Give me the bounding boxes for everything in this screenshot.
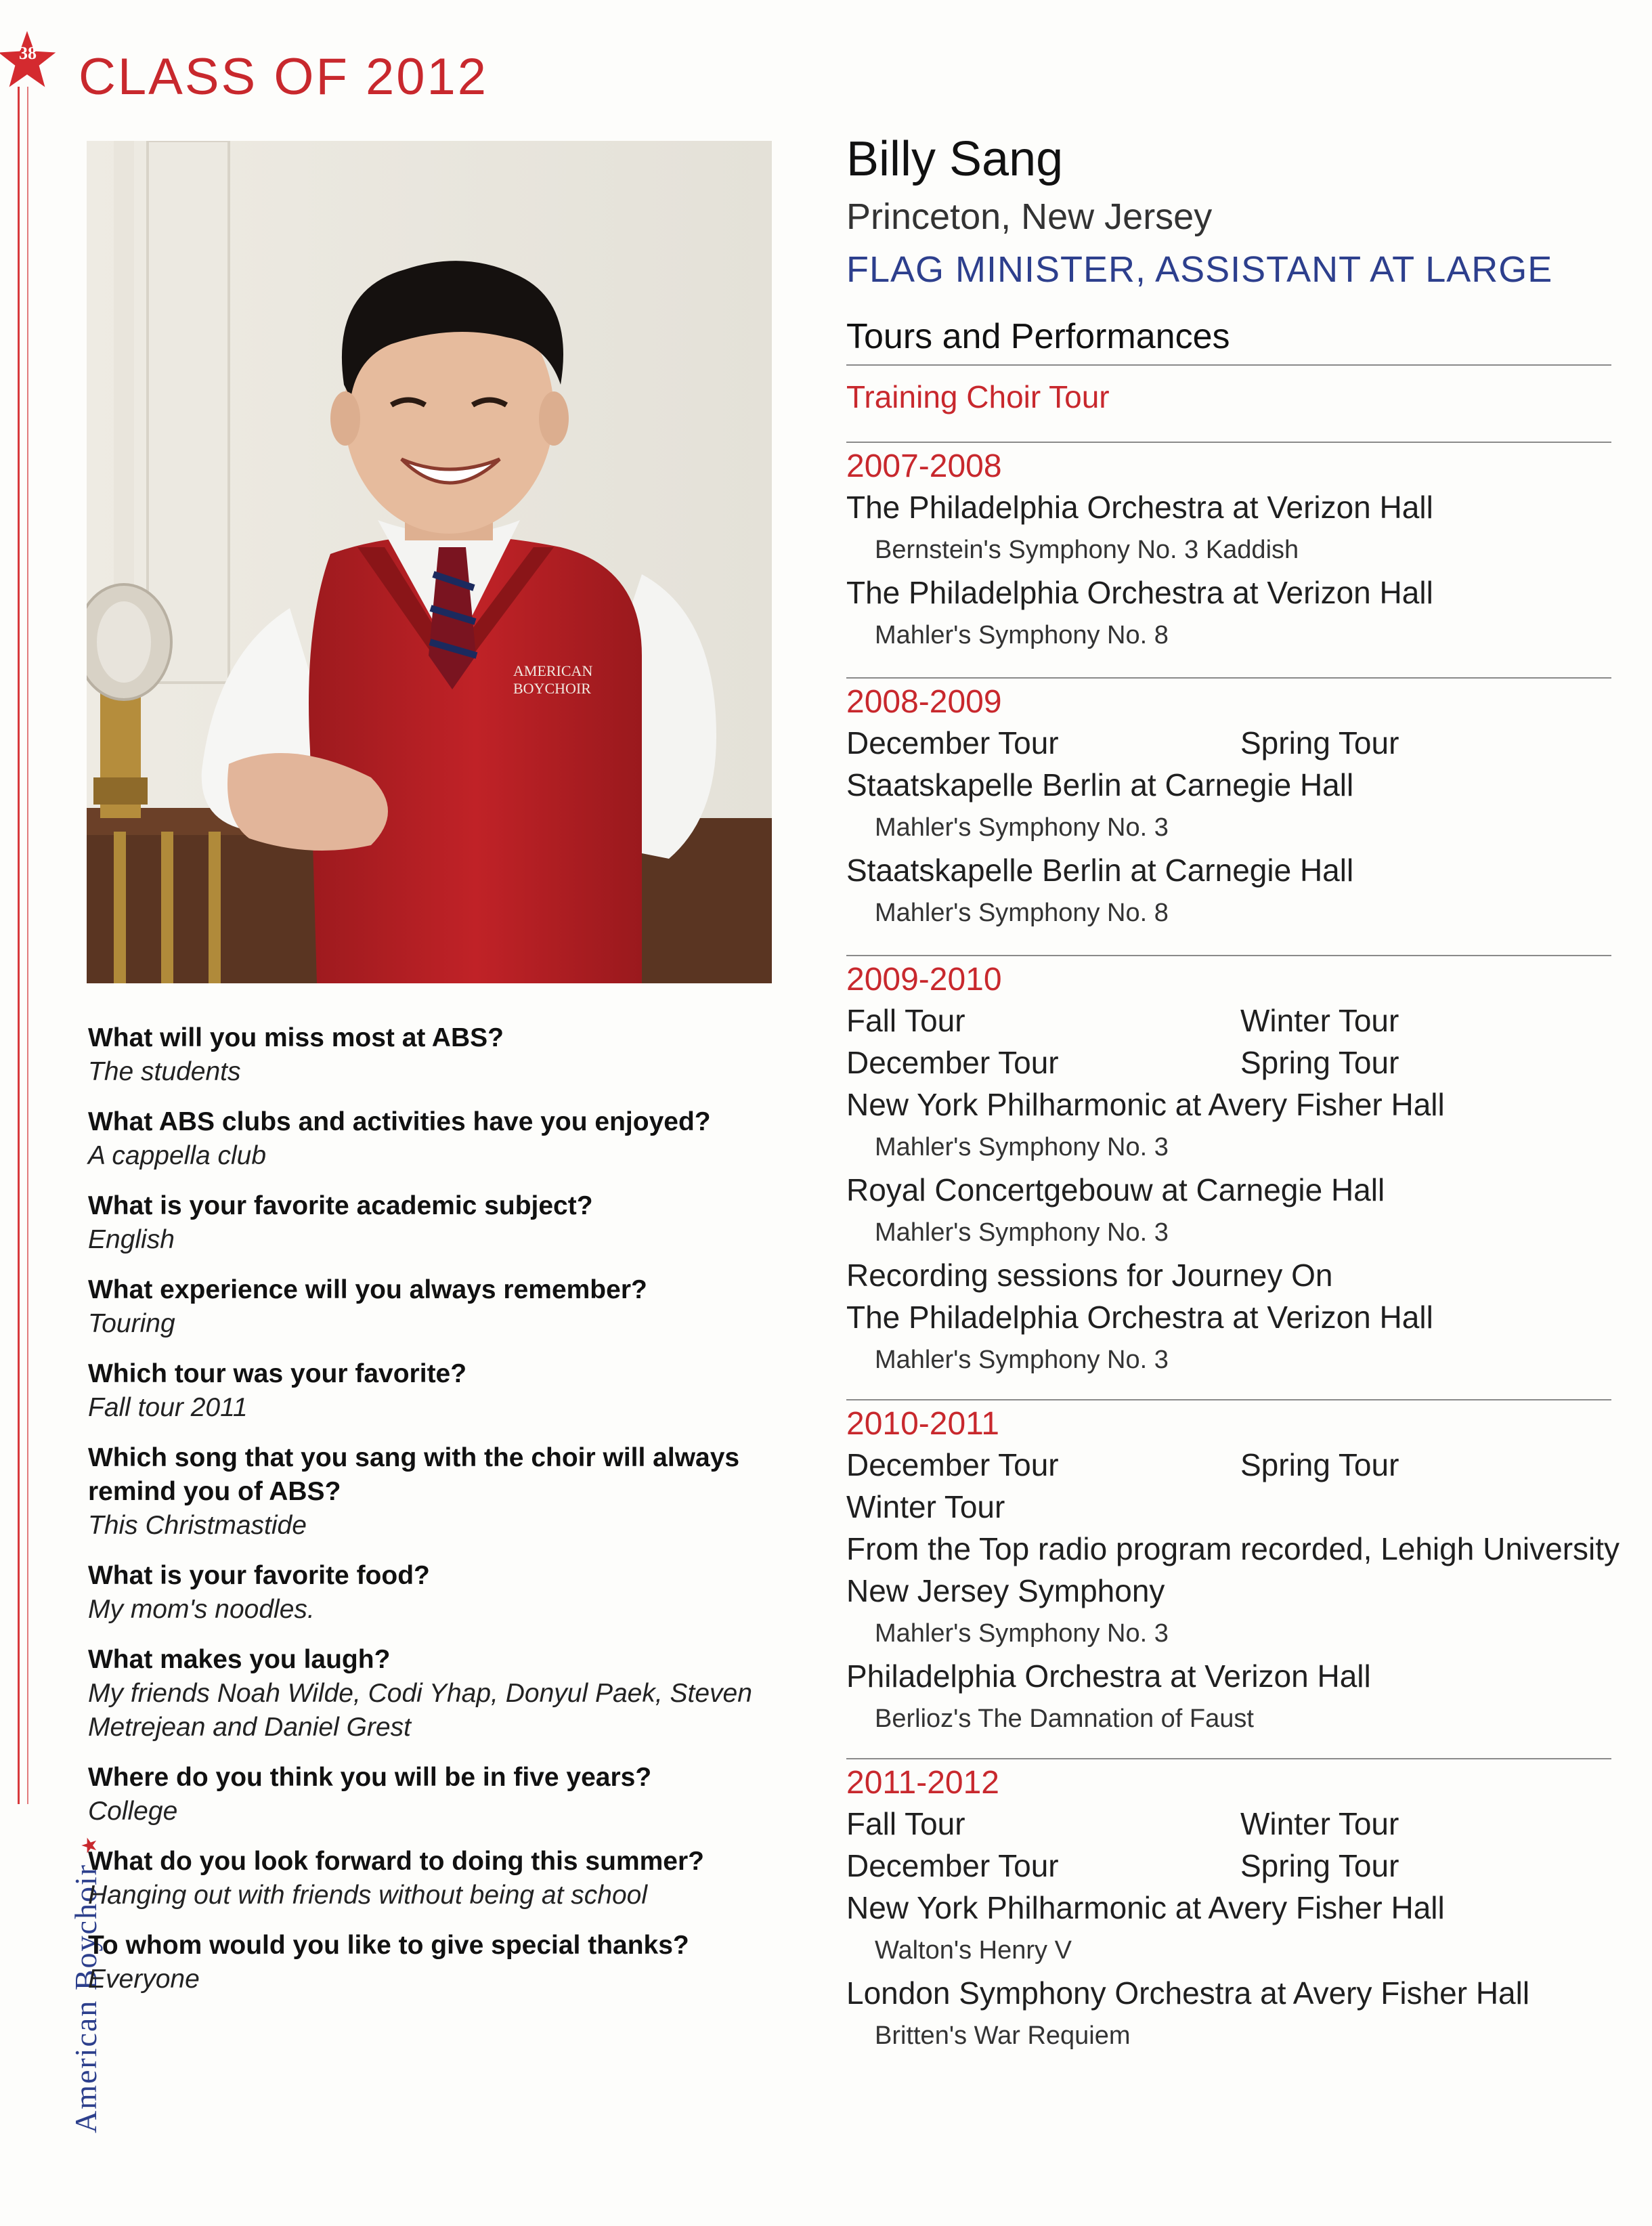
qa-item xyxy=(88,1189,799,1257)
divider xyxy=(846,1399,1611,1400)
season-year: 2011-2012 xyxy=(846,1765,999,1801)
season-2007-2008 xyxy=(846,447,1611,657)
season-2010-2011 xyxy=(846,1405,1620,1740)
tour: December Tour xyxy=(846,1447,1059,1482)
student-name: Billy Sang xyxy=(846,132,1064,186)
student-portrait xyxy=(87,141,772,983)
qa-item xyxy=(88,1761,799,1828)
answer: A cappella club xyxy=(88,1141,267,1170)
question: What makes you laugh? xyxy=(88,1645,391,1674)
page-number: 38 xyxy=(19,43,37,63)
performance: Staatskapelle Berlin at Carnegie Hall xyxy=(846,853,1354,888)
question: What ABS clubs and activities have you enjoyed? xyxy=(88,1107,711,1136)
performance: Staatskapelle Berlin at Carnegie Hall xyxy=(846,767,1354,802)
question: Which song that you sang with the choir will always remind you of ABS? xyxy=(88,1443,740,1506)
performance: The Philadelphia Orchestra at Verizon Hall xyxy=(846,490,1433,525)
training-choir-tour: Training Choir Tour xyxy=(846,379,1110,414)
question: What will you miss most at ABS? xyxy=(88,1023,504,1052)
qa-item xyxy=(88,1357,799,1425)
question: What do you look forward to doing this summer? xyxy=(88,1847,704,1876)
divider xyxy=(846,442,1611,443)
tour: Fall Tour xyxy=(846,1003,965,1038)
tours-heading: Tours and Performances xyxy=(846,317,1230,356)
tour-row xyxy=(846,1000,1611,1042)
answer: My friends Noah Wilde, Codi Yhap, Donyul Paek, Steven Metrejean and Daniel Grest xyxy=(88,1679,752,1742)
performance: London Symphony Orchestra at Avery Fisher Hall xyxy=(846,1975,1530,2011)
question: What is your favorite food? xyxy=(88,1561,430,1590)
season-2008-2009 xyxy=(846,683,1611,935)
season-year: 2010-2011 xyxy=(846,1406,999,1442)
question: Where do you think you will be in five years? xyxy=(88,1763,652,1792)
performance-work: Walton's Henry V xyxy=(875,1936,1072,1965)
profile-column xyxy=(846,129,1620,2057)
tour: Winter Tour xyxy=(846,1489,1005,1524)
tour-row xyxy=(846,1803,1611,1845)
performance-work: Mahler's Symphony No. 3 xyxy=(875,1218,1169,1247)
tour-row xyxy=(846,1042,1611,1084)
performance: From the Top radio program recorded, Lehigh University xyxy=(846,1531,1620,1566)
class-heading: CLASS OF 2012 xyxy=(79,48,489,106)
performance: New York Philharmonic at Avery Fisher Hall xyxy=(846,1890,1445,1925)
answer: Hanging out with friends without being at school xyxy=(88,1881,648,1910)
season-2009-2010 xyxy=(846,960,1611,1382)
tour-row xyxy=(846,1845,1611,1887)
answer: Everyone xyxy=(88,1965,200,1994)
tour-row xyxy=(846,1444,1611,1486)
divider xyxy=(846,955,1611,956)
performance: Recording sessions for Journey On xyxy=(846,1258,1333,1293)
hometown: Princeton, New Jersey xyxy=(846,196,1213,237)
performance-work: Mahler's Symphony No. 8 xyxy=(875,899,1169,927)
performance-work: Britten's War Requiem xyxy=(875,2021,1131,2050)
tour: Winter Tour xyxy=(1240,1003,1399,1038)
divider xyxy=(846,1758,1611,1759)
performance: The Philadelphia Orchestra at Verizon Hall xyxy=(846,575,1433,610)
answer: The students xyxy=(88,1057,241,1086)
tour: Spring Tour xyxy=(1240,1447,1399,1482)
qa-item xyxy=(88,1559,799,1627)
answer: College xyxy=(88,1797,178,1826)
qa-item xyxy=(88,1643,799,1745)
performance-work: Mahler's Symphony No. 3 xyxy=(875,1133,1169,1161)
season-2011-2012 xyxy=(846,1763,1611,2057)
question: What is your favorite academic subject? xyxy=(88,1191,593,1220)
performance: New Jersey Symphony xyxy=(846,1573,1165,1608)
tour: Fall Tour xyxy=(846,1806,965,1841)
performance-work: Mahler's Symphony No. 3 xyxy=(875,1619,1169,1648)
qa-item xyxy=(88,1441,799,1543)
performance-work: Bernstein's Symphony No. 3 Kaddish xyxy=(875,536,1299,564)
performance-work: Mahler's Symphony No. 3 xyxy=(875,813,1169,842)
brand-star-icon: ★ xyxy=(79,1835,101,1855)
season-year: 2009-2010 xyxy=(846,962,1002,998)
tour: Spring Tour xyxy=(1240,725,1399,761)
performance-work: Mahler's Symphony No. 3 xyxy=(875,1346,1169,1374)
tour: Spring Tour xyxy=(1240,1848,1399,1883)
season-year: 2007-2008 xyxy=(846,448,1002,484)
answer: This Christmastide xyxy=(88,1511,307,1540)
vest-logo-line2: BOYCHOIR xyxy=(513,680,591,697)
performance-work: Berlioz's The Damnation of Faust xyxy=(875,1705,1254,1733)
qa-item xyxy=(88,1021,799,1089)
question: What experience will you always remember? xyxy=(88,1275,647,1304)
answer: English xyxy=(88,1225,175,1254)
tour: Spring Tour xyxy=(1240,1045,1399,1080)
portrait-illustration xyxy=(87,141,772,983)
tour: Winter Tour xyxy=(1240,1806,1399,1841)
season-year: 2008-2009 xyxy=(846,684,1002,720)
answer: Touring xyxy=(88,1309,175,1338)
questionnaire xyxy=(88,1021,799,2013)
margin-rule xyxy=(18,87,20,1804)
answer: Fall tour 2011 xyxy=(88,1393,248,1422)
tour: December Tour xyxy=(846,1848,1059,1883)
performance: The Philadelphia Orchestra at Verizon Hall xyxy=(846,1300,1433,1335)
tour: December Tour xyxy=(846,1045,1059,1080)
question: To whom would you like to give special thanks? xyxy=(88,1931,689,1960)
margin-rule-inner xyxy=(27,87,28,1804)
qa-item xyxy=(88,1105,799,1173)
divider xyxy=(846,677,1611,679)
brand-text: American Boychoir xyxy=(68,1863,103,2133)
qa-item xyxy=(88,1273,799,1341)
divider xyxy=(846,364,1611,366)
performance: New York Philharmonic at Avery Fisher Hall xyxy=(846,1087,1445,1122)
performance: Philadelphia Orchestra at Verizon Hall xyxy=(846,1658,1371,1694)
performance: Royal Concertgebouw at Carnegie Hall xyxy=(846,1172,1385,1207)
qa-item xyxy=(88,1845,799,1912)
question: Which tour was your favorite? xyxy=(88,1359,467,1388)
answer: My mom's noodles. xyxy=(88,1595,315,1624)
qa-item xyxy=(88,1929,799,1996)
vest-logo-line1: AMERICAN xyxy=(513,662,593,679)
tour: December Tour xyxy=(846,725,1059,761)
tour-row xyxy=(846,722,1611,764)
performance-work: Mahler's Symphony No. 8 xyxy=(875,621,1169,649)
student-role: FLAG MINISTER, ASSISTANT AT LARGE xyxy=(846,249,1553,290)
